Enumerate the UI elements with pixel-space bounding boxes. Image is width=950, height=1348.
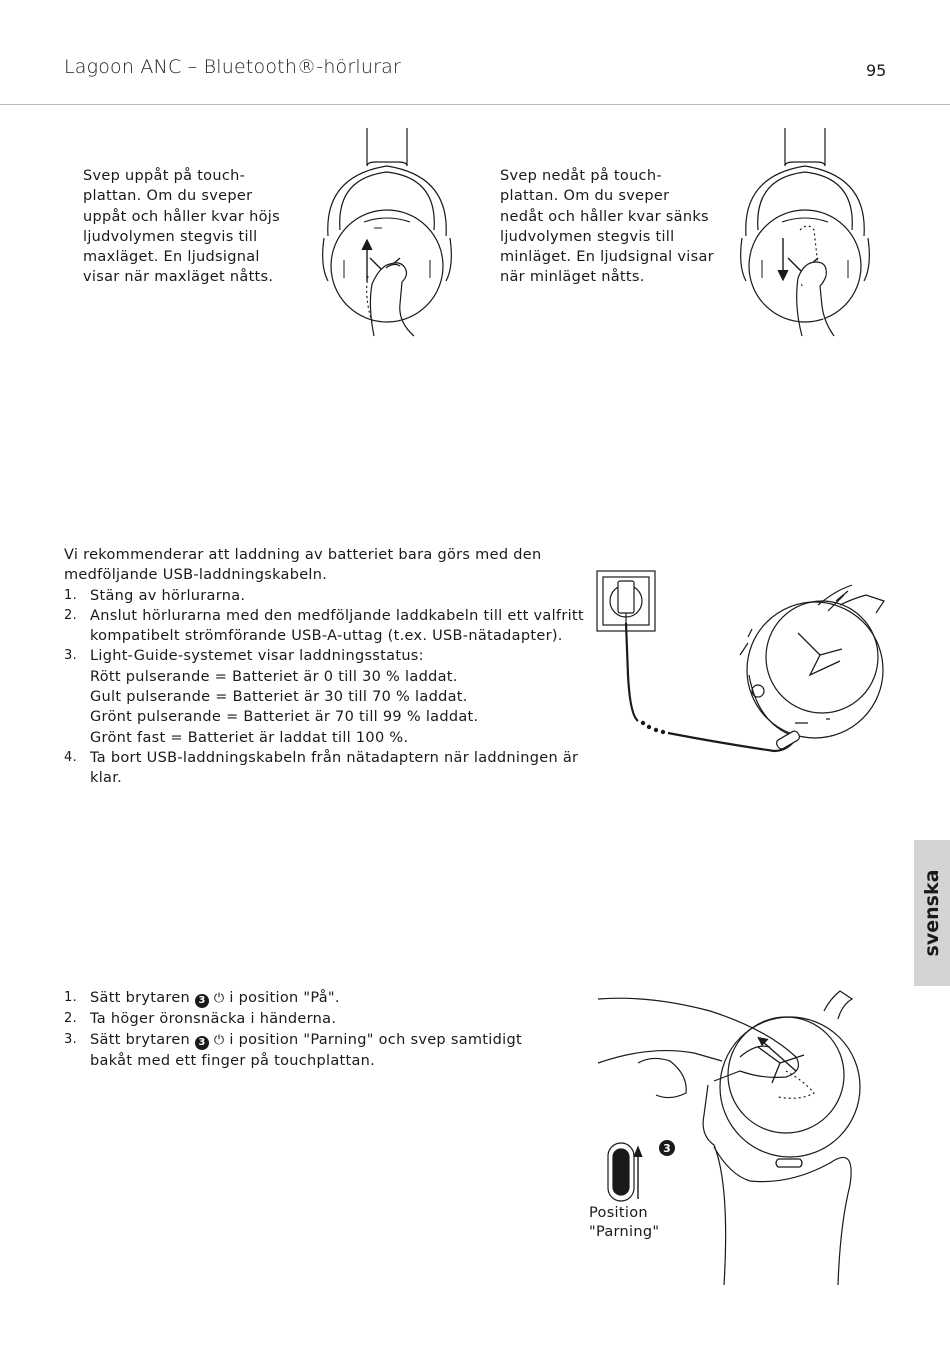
list-item: 3. Sätt brytaren 3 ⏻ i position "Parning" och svep samtidigt bakåt med ett finger på touchplattan.: [64, 1031, 522, 1069]
list-item: 2. Anslut hörlurarna med den medföljande laddkabeln till ett valfritt kompatibelt strömförande USB-A-uttag (t.ex. USB-nätadapter).: [64, 607, 584, 645]
caption-line: Position: [589, 1205, 648, 1221]
list-item: 4. Ta bort USB-laddningskabeln från nätadaptern när laddningen är klar.: [64, 749, 579, 787]
status-line: Grönt fast = Batteriet är laddat till 100 %.: [90, 729, 409, 746]
volume-down-illustration: [728, 126, 888, 336]
status-line: Grönt pulserande = Batteriet är 70 till 99 % laddat.: [90, 709, 479, 726]
pairing-section: [64, 988, 564, 1071]
header-divider: [0, 104, 950, 105]
charging-steps: [64, 586, 584, 789]
figure-badge: 3: [663, 1142, 671, 1155]
status-line: Gult pulserande = Batteriet är 30 till 70 % laddat.: [90, 689, 468, 706]
charging-intro: Vi rekommenderar att laddning av batteriet bara görs med den medföljande USB-laddningskabeln.: [64, 547, 542, 584]
page-number: 95: [866, 61, 887, 80]
list-item: 2. Ta höger öronsnäcka i händerna.: [64, 1011, 337, 1028]
charging-illustration: [590, 565, 900, 765]
power-icon: ⏻: [213, 991, 225, 1006]
pairing-caption: [589, 1204, 659, 1242]
power-icon: ⏻: [213, 1032, 225, 1048]
language-tab: [914, 840, 950, 986]
status-line: Rött pulserande = Batteriet är 0 till 30 % laddat.: [90, 668, 458, 685]
switch-badge: 3: [195, 1036, 209, 1050]
page-header-title: Lagoon ANC – Bluetooth®-hörlurar: [64, 56, 401, 78]
switch-badge: 3: [195, 994, 209, 1008]
charging-section: [64, 545, 584, 789]
caption-line: "Parning": [589, 1224, 660, 1240]
volume-down-text: Svep nedåt på touch-plattan. Om du sveper nedåt och håller kvar sänks ljudvolymen stegvis till minläget. En ljudsignal visar när minläget nåtts.: [500, 168, 714, 286]
volume-up-illustration: [310, 126, 470, 336]
volume-up-text: Svep uppåt på touch-plattan. Om du sveper uppåt och håller kvar höjs ljudvolymen stegvis till maxläget. En ljudsignal visar när maxläget nåtts.: [83, 168, 280, 286]
pairing-steps: [64, 988, 564, 1071]
language-tab-label: svenska: [921, 869, 943, 957]
list-item: 1. Sätt brytaren 3 ⏻ i position "På".: [64, 990, 340, 1006]
list-item: 1. Stäng av hörlurarna.: [64, 587, 246, 604]
list-item: 3. Light-Guide-systemet visar laddningsstatus: Rött pulserande = Batteriet är 0 till 30 % laddat. Gult pulserande = Batteriet är 30 till 70 % laddat. Grönt pulserande = Batteriet är 70 till 99 % laddat. Grönt fast = Batteriet är laddat till 100 %.: [64, 646, 584, 747]
